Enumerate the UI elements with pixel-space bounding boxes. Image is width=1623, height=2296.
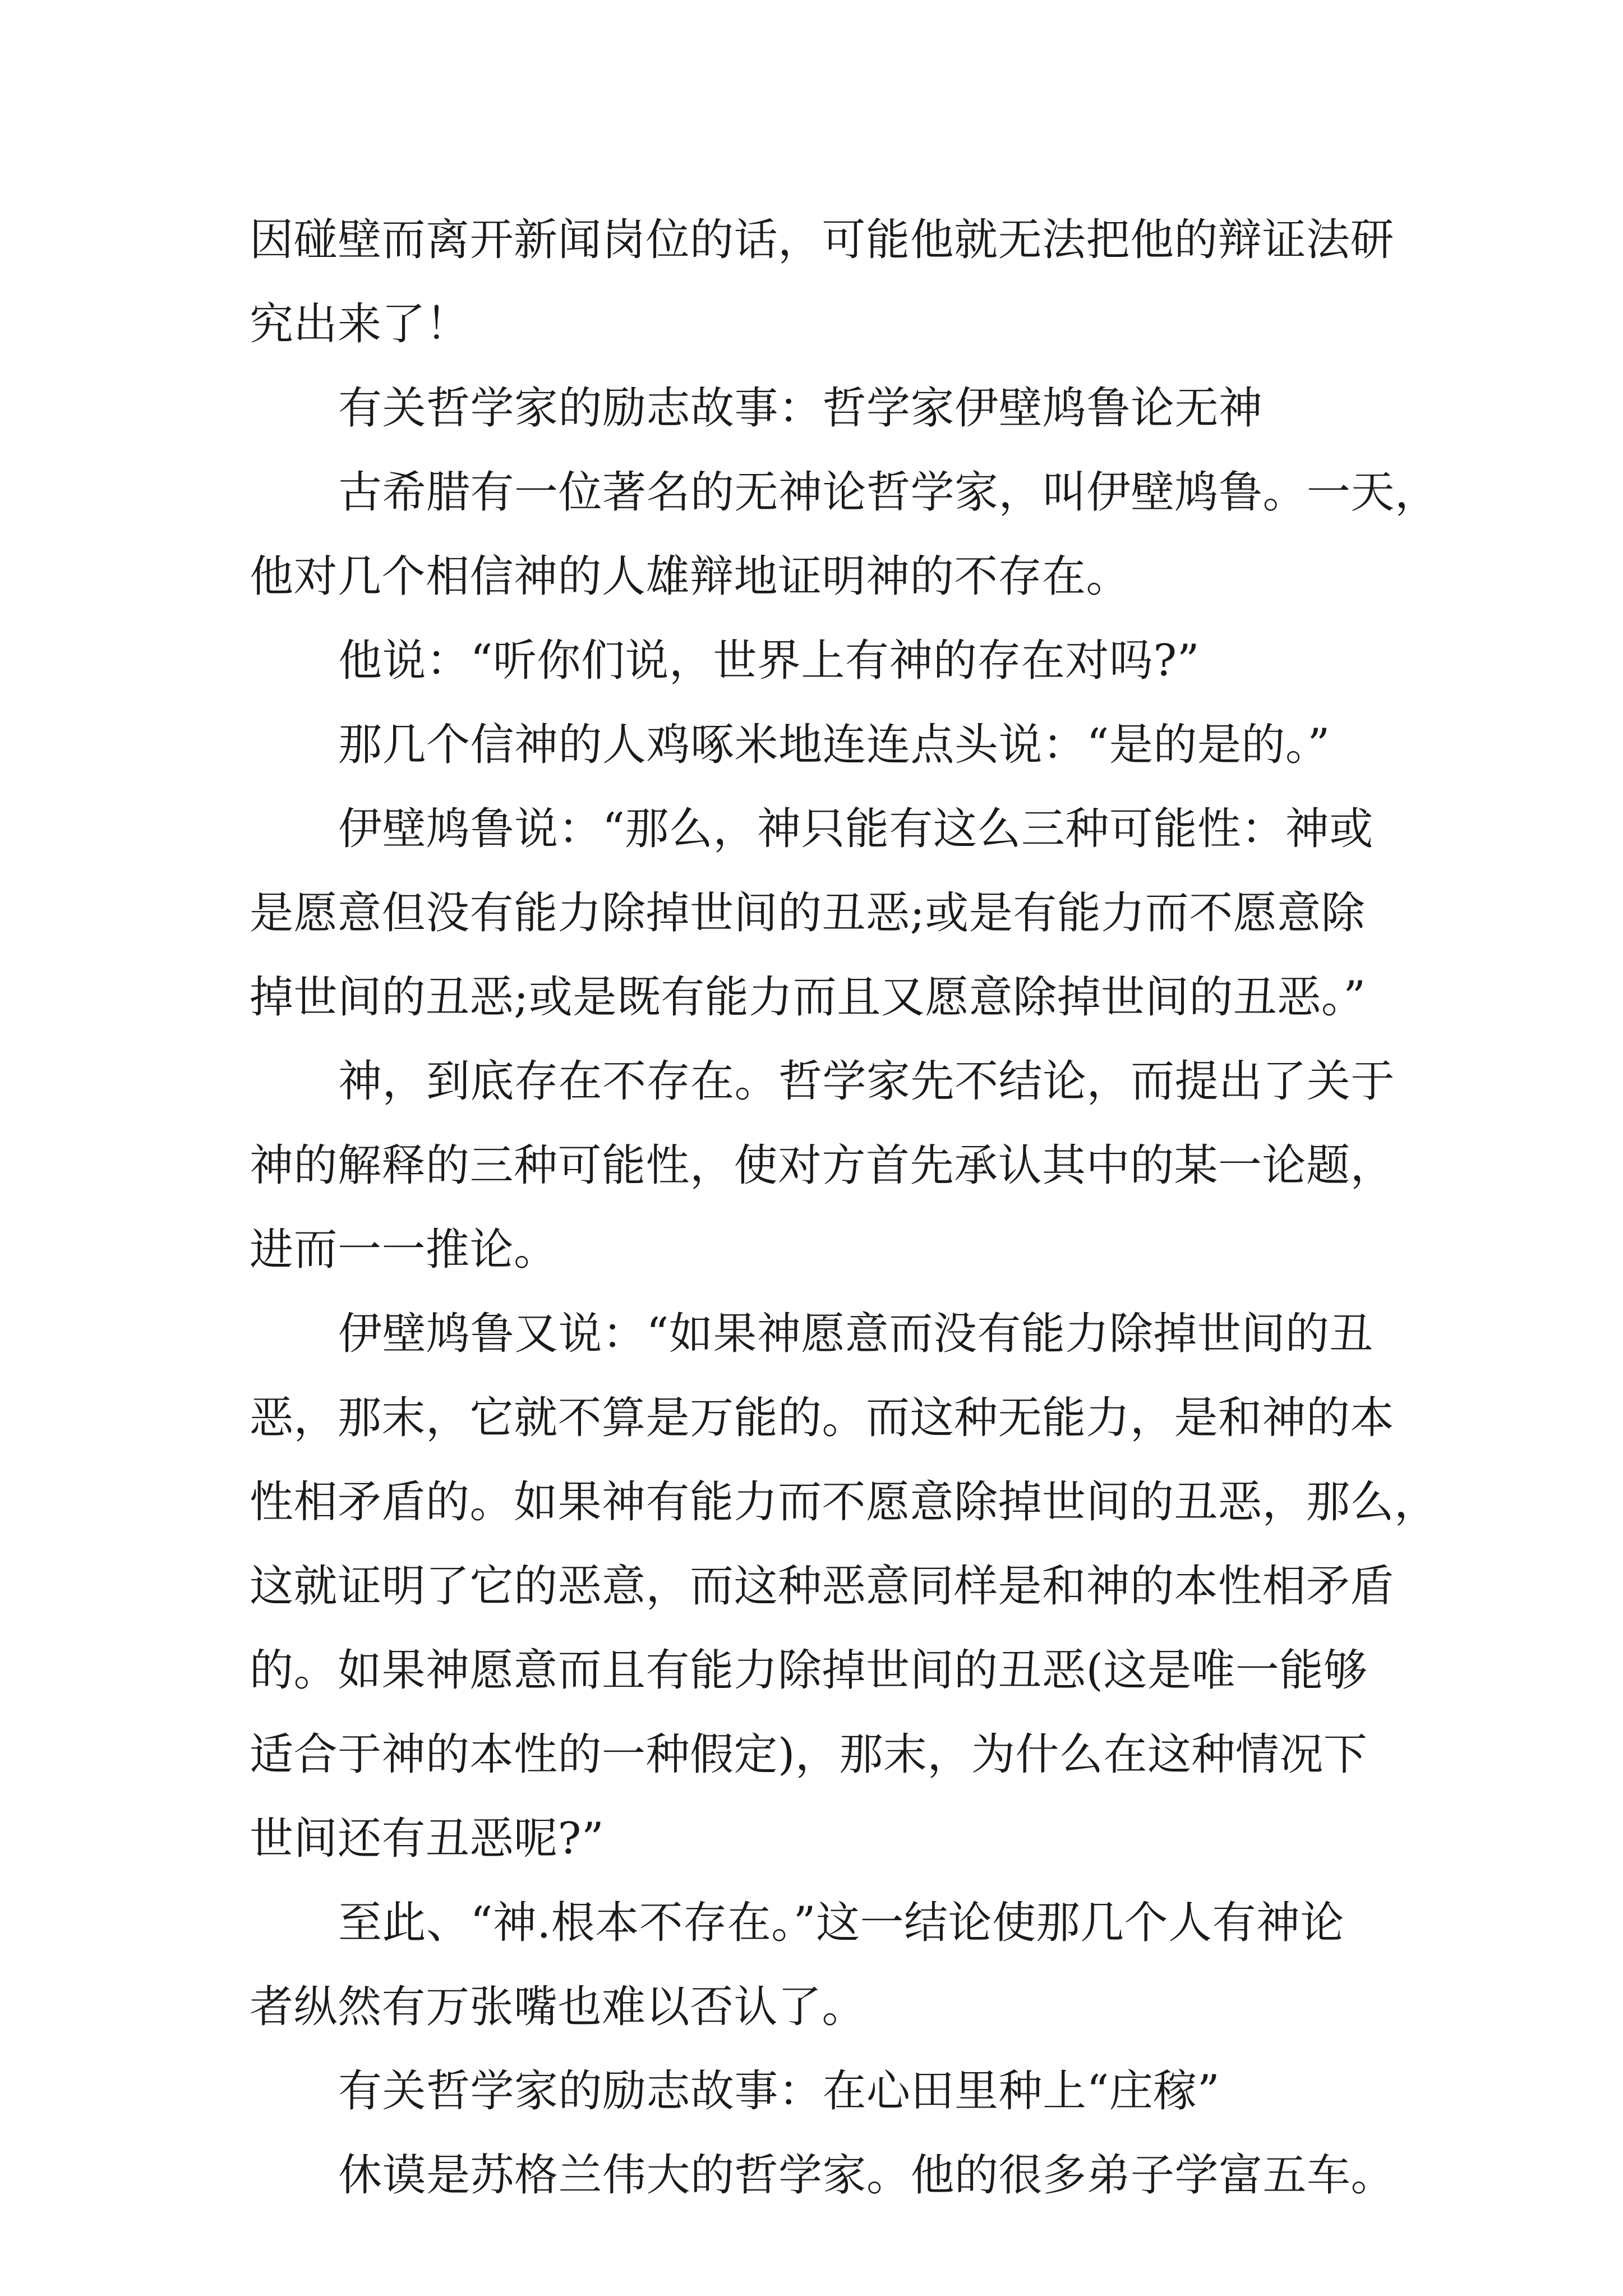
text-line: 伊壁鸠鲁说：“那么，神只能有这么三种可能性：神或 (338, 804, 1373, 854)
text-line: 究出来了！ (250, 299, 470, 349)
document-body (250, 213, 1439, 2233)
text-line: 古希腊有一位著名的无神论哲学家，叫伊壁鸠鲁。一天， (338, 467, 1439, 518)
text-line: 的。如果神愿意而且有能力除掉世间的丑恶(这是唯一能够 (250, 1645, 1368, 1696)
text-line: 有关哲学家的励志故事：在心田里种上“庄稼” (338, 2066, 1220, 2116)
text-line: 神的解释的三种可能性，使对方首先承认其中的某一论题， (250, 1140, 1395, 1191)
text-line: 世间还有丑恶呢?” (250, 1814, 605, 1864)
text-line: 这就证明了它的恶意，而这种恶意同样是和神的本性相矛盾 (250, 1561, 1395, 1612)
text-line: 掉世间的丑恶;或是既有能力而且又愿意除掉世间的丑恶。” (250, 972, 1366, 1023)
text-line: 那几个信神的人鸡啄米地连连点头说：“是的是的。” (338, 720, 1330, 770)
text-line: 休谟是苏格兰伟大的哲学家。他的很多弟子学富五车。 (338, 2150, 1395, 2201)
text-line: 至此、“神.根本不存在。”这一结论使那几个人有神论 (338, 1898, 1345, 1948)
text-line: 性相矛盾的。如果神有能力而不愿意除掉世间的丑恶，那么， (250, 1477, 1438, 1527)
text-line: 恶，那末，它就不算是万能的。而这种无能力，是和神的本 (250, 1393, 1395, 1443)
text-line: 他对几个相信神的人雄辩地证明神的不存在。 (250, 551, 1131, 602)
text-line: 进而一一推论。 (250, 1225, 558, 1275)
text-line: 者纵然有万张嘴也难以否认了。 (250, 1982, 866, 2032)
text-line: 有关哲学家的励志故事：哲学家伊壁鸠鲁论无神 (338, 383, 1263, 434)
text-line: 是愿意但没有能力除掉世间的丑恶;或是有能力而不愿意除 (250, 888, 1366, 938)
text-line: 神，到底存在不存在。哲学家先不结论，而提出了关于 (338, 1056, 1395, 1107)
text-line: 他说：“听你们说，世界上有神的存在对吗?” (338, 636, 1200, 686)
text-line: 伊壁鸠鲁又说：“如果神愿意而没有能力除掉世间的丑 (338, 1309, 1373, 1359)
text-line: 因碰壁而离开新闻岗位的话，可能他就无法把他的辩证法研 (250, 215, 1395, 265)
text-line: 适合于神的本性的一种假定)，那末，为什么在这种情况下 (250, 1729, 1368, 1780)
